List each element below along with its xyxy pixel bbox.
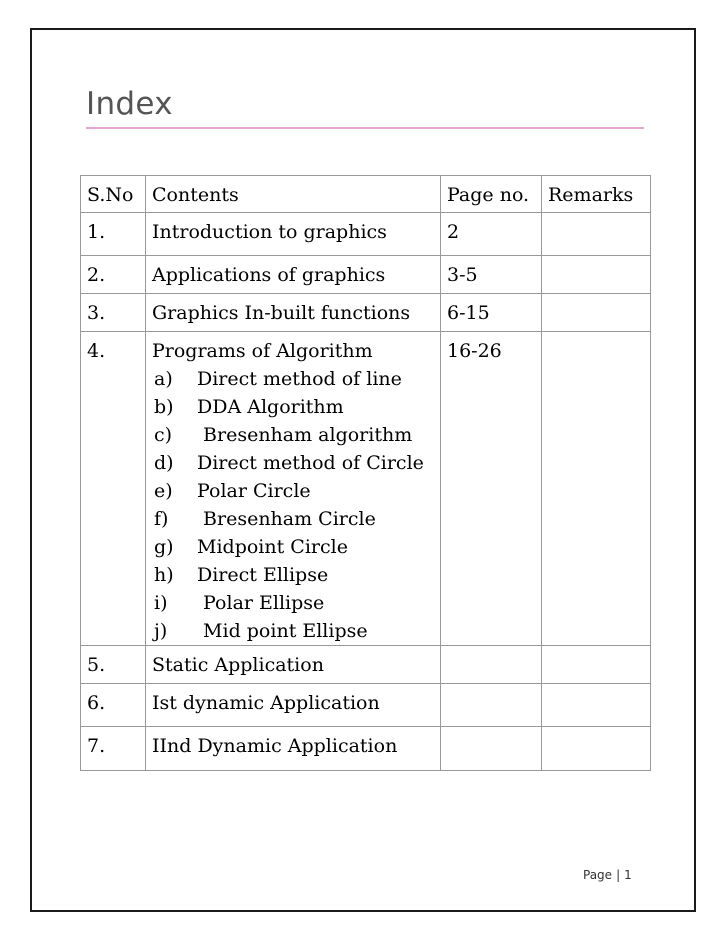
row-content: Applications of graphics	[146, 256, 441, 294]
row-page: 16-26	[441, 332, 542, 646]
row-remarks	[542, 727, 651, 771]
list-text: Polar Ellipse	[197, 592, 325, 614]
list-item	[152, 533, 434, 561]
row-page: 3-5	[441, 256, 542, 294]
list-text: Mid point Ellipse	[197, 620, 368, 642]
list-marker: d)	[154, 452, 174, 474]
row-content: Static Application	[146, 646, 441, 684]
list-item	[152, 393, 434, 421]
row-page: 2	[441, 213, 542, 256]
list-marker: j)	[154, 620, 168, 642]
row-sno: 4.	[81, 332, 146, 646]
list-marker: e)	[154, 480, 173, 502]
row-content-with-subitems	[146, 332, 441, 646]
list-item	[152, 617, 434, 645]
row-page	[441, 727, 542, 771]
row-remarks	[542, 213, 651, 256]
list-item	[152, 421, 434, 449]
index-table	[80, 175, 651, 771]
list-text: Midpoint Circle	[197, 536, 348, 558]
footer-label: Page	[583, 868, 613, 882]
list-item	[152, 477, 434, 505]
list-text: Bresenham algorithm	[197, 424, 413, 446]
page-title: Index	[86, 86, 173, 122]
list-marker: i)	[154, 592, 168, 614]
list-item	[152, 365, 434, 393]
list-marker: f)	[154, 508, 169, 530]
table-row	[81, 213, 651, 256]
list-marker: h)	[154, 564, 174, 586]
row-remarks	[542, 256, 651, 294]
list-text: Direct method of line	[197, 368, 402, 390]
row-sno: 1.	[81, 213, 146, 256]
header-page-no: Page no.	[441, 176, 542, 213]
row-remarks	[542, 684, 651, 727]
footer-separator: |	[616, 868, 621, 882]
list-text: Direct Ellipse	[197, 564, 329, 586]
row-sno: 3.	[81, 294, 146, 332]
list-item	[152, 589, 434, 617]
table-row	[81, 684, 651, 727]
page-number: 1	[624, 868, 632, 882]
list-text: Polar Circle	[197, 480, 311, 502]
table-row	[81, 646, 651, 684]
row-sno: 7.	[81, 727, 146, 771]
row-remarks	[542, 332, 651, 646]
row-sno: 2.	[81, 256, 146, 294]
row-sno: 6.	[81, 684, 146, 727]
row-page	[441, 646, 542, 684]
list-marker: g)	[154, 536, 174, 558]
list-marker: b)	[154, 396, 174, 418]
row-page	[441, 684, 542, 727]
table-header-row	[81, 176, 651, 213]
row-content: Ist dynamic Application	[146, 684, 441, 727]
table-row	[81, 294, 651, 332]
row-sno: 5.	[81, 646, 146, 684]
table-row	[81, 256, 651, 294]
title-underline	[86, 127, 644, 129]
list-text: DDA Algorithm	[197, 396, 344, 418]
list-text: Bresenham Circle	[197, 508, 376, 530]
row-remarks	[542, 646, 651, 684]
row-page: 6-15	[441, 294, 542, 332]
table-row	[81, 727, 651, 771]
row-content: Introduction to graphics	[146, 213, 441, 256]
row-content: Graphics In-built functions	[146, 294, 441, 332]
header-sno: S.No	[81, 176, 146, 213]
list-marker: a)	[154, 368, 173, 390]
list-item	[152, 561, 434, 589]
header-remarks: Remarks	[542, 176, 651, 213]
table-row	[81, 332, 651, 646]
row-content: Programs of Algorithm	[152, 340, 373, 362]
list-marker: c)	[154, 424, 173, 446]
header-contents: Contents	[146, 176, 441, 213]
page-footer	[583, 868, 632, 882]
row-content: IInd Dynamic Application	[146, 727, 441, 771]
row-remarks	[542, 294, 651, 332]
list-text: Direct method of Circle	[197, 452, 424, 474]
list-item	[152, 449, 434, 477]
list-item	[152, 505, 434, 533]
